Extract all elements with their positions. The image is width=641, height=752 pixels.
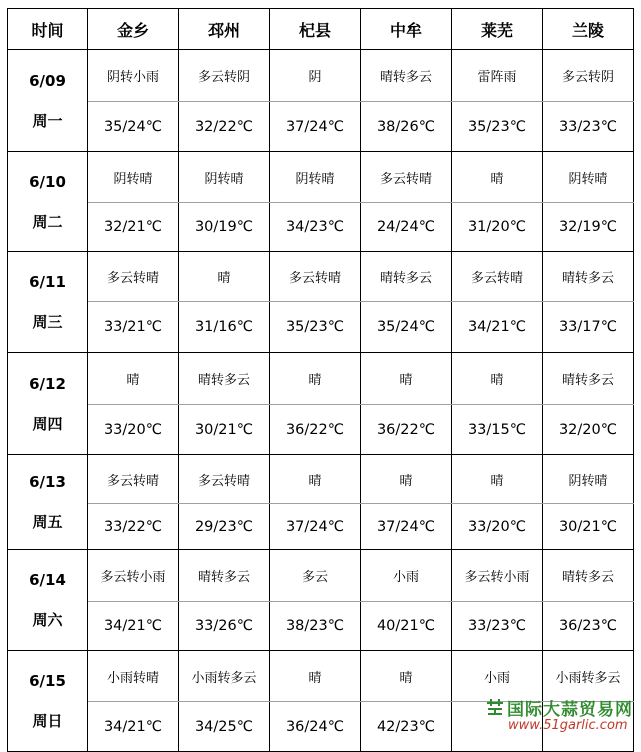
temperature-cell: 33/23℃ [452,602,543,651]
condition-cell: 多云转小雨 [88,550,179,602]
temperature-cell: 37/24℃ [270,102,361,152]
temperature-cell: 34/23℃ [270,203,361,252]
condition-cell: 晴 [179,252,270,302]
temperature-cell: 33/15℃ [452,405,543,455]
condition-cell: 晴 [361,455,452,504]
condition-cell: 雷阵雨 [452,50,543,102]
condition-cell: 多云转晴 [88,455,179,504]
condition-cell: 晴 [452,455,543,504]
condition-cell: 多云转阴 [179,50,270,102]
condition-cell: 晴 [270,455,361,504]
condition-cell: 多云转晴 [270,252,361,302]
temperature-cell: 29/23℃ [179,504,270,550]
weekday-label: 周二 [32,212,63,231]
header-city: 莱芜 [452,9,543,50]
temperature-cell: 35/24℃ [361,302,452,353]
temperature-cell: 32/19℃ [543,203,634,252]
date-cell [8,550,88,651]
condition-cell: 晴 [270,651,361,702]
temperature-cell: 33/26℃ [179,602,270,651]
temperature-cell: 32/22℃ [179,102,270,152]
day-condition-row [8,50,634,102]
condition-cell: 小雨 [452,651,543,702]
condition-cell: 小雨转晴 [88,651,179,702]
day-temperature-row [8,405,634,455]
header-city: 金乡 [88,9,179,50]
weekday-label: 周三 [32,313,63,331]
temperature-cell: 35/24℃ [88,102,179,152]
condition-cell: 晴 [361,353,452,405]
day-condition-row [8,353,634,405]
temperature-cell: 33/23℃ [543,102,634,152]
condition-cell: 多云转晴 [361,152,452,203]
watermark-site-name: 国际大蒜贸易网 [507,700,633,720]
temperature-cell: 33/20℃ [88,405,179,455]
condition-cell: 阴转晴 [270,152,361,203]
weather-forecast-table [7,8,634,752]
day-temperature-row [8,602,634,651]
temperature-cell: 34/25℃ [179,702,270,752]
temperature-cell: 30/21℃ [543,504,634,550]
day-condition-row [8,550,634,602]
date-label: 6/12 [29,374,66,393]
day-temperature-row [8,203,634,252]
header-city: 邳州 [179,9,270,50]
date-label: 6/13 [29,473,66,491]
temperature-cell: 31/16℃ [179,302,270,353]
condition-cell: 晴转多云 [361,50,452,102]
temperature-cell: 33/21℃ [88,302,179,353]
day-condition-row [8,252,634,302]
temperature-cell: 36/22℃ [361,405,452,455]
date-cell [8,353,88,455]
temperature-cell: 35/23℃ [452,102,543,152]
weekday-label: 周一 [32,111,63,130]
day-temperature-row [8,504,634,550]
condition-cell: 晴 [88,353,179,405]
date-label: 6/15 [29,672,66,690]
temperature-cell: 38/26℃ [361,102,452,152]
temperature-cell: 31/20℃ [452,203,543,252]
temperature-cell [543,702,634,752]
condition-cell: 小雨转多云 [179,651,270,702]
condition-cell: 晴转多云 [543,252,634,302]
temperature-cell: 32/20℃ [543,405,634,455]
header-row [8,9,634,50]
temperature-cell: 35/23℃ [270,302,361,353]
weekday-label: 周四 [32,414,63,433]
condition-cell: 晴 [361,651,452,702]
temperature-cell: 36/24℃ [270,702,361,752]
condition-cell: 晴转多云 [543,550,634,602]
temperature-cell: 32/21℃ [88,203,179,252]
condition-cell: 多云转小雨 [452,550,543,602]
watermark-url: www.51garlic.com [508,718,628,733]
temperature-cell: 34/21℃ [88,702,179,752]
condition-cell: 阴 [270,50,361,102]
condition-cell: 多云转晴 [452,252,543,302]
date-cell [8,50,88,152]
temperature-cell: 33/22℃ [88,504,179,550]
condition-cell: 阴转小雨 [88,50,179,102]
condition-cell: 晴转多云 [543,353,634,405]
condition-cell: 晴转多云 [361,252,452,302]
temperature-cell: 34/21℃ [452,302,543,353]
condition-cell: 晴 [452,353,543,405]
condition-cell: 阴转晴 [543,152,634,203]
temperature-cell: 37/24℃ [270,504,361,550]
condition-cell: 多云 [270,550,361,602]
condition-cell: 晴 [270,353,361,405]
temperature-cell: 24/24℃ [361,203,452,252]
weekday-label: 周五 [32,513,63,531]
condition-cell: 阴转晴 [543,455,634,504]
condition-cell: 晴转多云 [179,550,270,602]
date-cell [8,455,88,550]
temperature-cell: 33/17℃ [543,302,634,353]
header-city: 中牟 [361,9,452,50]
date-label: 6/11 [29,273,66,291]
temperature-cell: 30/21℃ [179,405,270,455]
condition-cell: 小雨 [361,550,452,602]
header-time: 时间 [8,9,88,50]
temperature-cell: 33/20℃ [452,504,543,550]
condition-cell: 多云转晴 [179,455,270,504]
header-city: 杞县 [270,9,361,50]
day-condition-row [8,651,634,702]
weekday-label: 周六 [32,611,63,629]
temperature-cell: 36/23℃ [543,602,634,651]
condition-cell: 阴转晴 [179,152,270,203]
condition-cell: 阴转晴 [88,152,179,203]
day-condition-row [8,152,634,203]
temperature-cell: 40/21℃ [361,602,452,651]
day-temperature-row [8,102,634,152]
day-temperature-row [8,702,634,752]
condition-cell: 晴转多云 [179,353,270,405]
date-label: 6/09 [29,71,66,90]
day-condition-row [8,455,634,504]
temperature-cell: 38/23℃ [270,602,361,651]
condition-cell: 多云转晴 [88,252,179,302]
date-label: 6/10 [29,172,66,191]
condition-cell: 晴 [452,152,543,203]
temperature-cell: 42/23℃ [361,702,452,752]
date-label: 6/14 [29,571,66,589]
temperature-cell: 36/22℃ [270,405,361,455]
date-cell [8,252,88,353]
day-temperature-row [8,302,634,353]
temperature-cell [452,702,543,752]
date-cell [8,651,88,752]
temperature-cell: 37/24℃ [361,504,452,550]
date-cell [8,152,88,252]
header-city: 兰陵 [543,9,634,50]
temperature-cell: 34/21℃ [88,602,179,651]
condition-cell: 多云转阴 [543,50,634,102]
condition-cell: 小雨转多云 [543,651,634,702]
temperature-cell: 30/19℃ [179,203,270,252]
weekday-label: 周日 [32,712,63,730]
